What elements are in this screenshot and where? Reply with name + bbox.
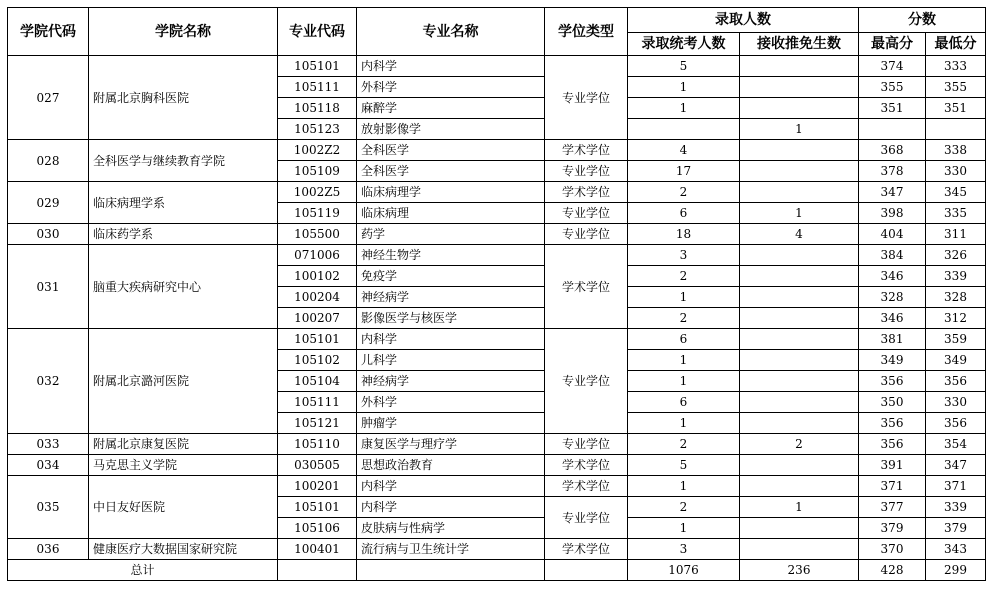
total-row	[8, 560, 986, 581]
score-max-cell: 328	[859, 287, 926, 308]
header-admitted-exam: 录取统考人数	[628, 33, 740, 56]
admitted-exam-cell: 1	[628, 287, 740, 308]
major-code-cell: 100201	[278, 476, 357, 497]
major-code-cell: 105104	[278, 371, 357, 392]
admitted-exam-cell: 5	[628, 56, 740, 77]
degree-type-cell: 专业学位	[545, 203, 628, 224]
major-code-cell: 105121	[278, 413, 357, 434]
score-min-cell: 333	[926, 56, 986, 77]
score-max-cell: 379	[859, 518, 926, 539]
score-max-cell: 374	[859, 56, 926, 77]
major-code-cell: 100207	[278, 308, 357, 329]
admitted-exam-cell: 6	[628, 329, 740, 350]
major-name-cell: 外科学	[357, 77, 545, 98]
admitted-recommended-cell	[740, 266, 859, 287]
major-name-cell: 临床病理	[357, 203, 545, 224]
admitted-recommended-cell	[740, 245, 859, 266]
major-name-cell: 麻醉学	[357, 98, 545, 119]
score-max-cell: 346	[859, 308, 926, 329]
admitted-exam-cell: 1	[628, 371, 740, 392]
major-name-cell: 肿瘤学	[357, 413, 545, 434]
admitted-recommended-cell	[740, 455, 859, 476]
major-code-cell: 105101	[278, 56, 357, 77]
admitted-recommended-cell	[740, 518, 859, 539]
college-code-cell: 033	[8, 434, 89, 455]
major-name-cell: 全科医学	[357, 161, 545, 182]
college-code-cell: 031	[8, 245, 89, 329]
major-name-cell: 皮肤病与性病学	[357, 518, 545, 539]
admitted-recommended-cell	[740, 287, 859, 308]
score-min-cell: 355	[926, 77, 986, 98]
college-name-cell: 健康医疗大数据国家研究院	[89, 539, 278, 560]
major-code-cell: 105110	[278, 434, 357, 455]
score-max-cell: 384	[859, 245, 926, 266]
score-min-cell: 345	[926, 182, 986, 203]
score-min-cell: 328	[926, 287, 986, 308]
degree-type-cell: 专业学位	[545, 329, 628, 434]
college-name-cell: 附属北京潞河医院	[89, 329, 278, 434]
admitted-recommended-cell: 4	[740, 224, 859, 245]
major-code-cell: 105101	[278, 497, 357, 518]
total-label-cell: 总计	[8, 560, 278, 581]
college-code-cell: 027	[8, 56, 89, 140]
degree-type-cell: 专业学位	[545, 224, 628, 245]
admitted-exam-cell: 6	[628, 392, 740, 413]
major-code-cell: 105101	[278, 329, 357, 350]
header-admitted-group: 录取人数	[628, 8, 859, 33]
degree-type-cell: 专业学位	[545, 497, 628, 539]
score-max-cell: 350	[859, 392, 926, 413]
major-name-cell: 免疫学	[357, 266, 545, 287]
major-name-cell: 思想政治教育	[357, 455, 545, 476]
score-max-cell: 378	[859, 161, 926, 182]
degree-type-cell: 学术学位	[545, 476, 628, 497]
college-name-cell: 中日友好医院	[89, 476, 278, 539]
total-admitted-exam-cell: 1076	[628, 560, 740, 581]
score-max-cell: 351	[859, 98, 926, 119]
admitted-exam-cell: 4	[628, 140, 740, 161]
score-max-cell: 368	[859, 140, 926, 161]
major-name-cell: 全科医学	[357, 140, 545, 161]
degree-type-cell: 学术学位	[545, 140, 628, 161]
major-name-cell: 内科学	[357, 497, 545, 518]
header-college-code: 学院代码	[8, 8, 89, 56]
score-max-cell: 355	[859, 77, 926, 98]
admitted-exam-cell: 18	[628, 224, 740, 245]
table-row	[8, 182, 986, 203]
header-major-code: 专业代码	[278, 8, 357, 56]
major-name-cell: 神经病学	[357, 287, 545, 308]
major-name-cell: 儿科学	[357, 350, 545, 371]
major-code-cell: 105109	[278, 161, 357, 182]
degree-type-cell: 专业学位	[545, 56, 628, 140]
major-code-cell: 105102	[278, 350, 357, 371]
major-name-cell: 康复医学与理疗学	[357, 434, 545, 455]
college-name-cell: 附属北京康复医院	[89, 434, 278, 455]
score-min-cell: 359	[926, 329, 986, 350]
degree-type-cell: 学术学位	[545, 245, 628, 329]
admitted-recommended-cell	[740, 413, 859, 434]
total-score-max-cell: 428	[859, 560, 926, 581]
table-row	[8, 140, 986, 161]
major-code-cell: 100204	[278, 287, 357, 308]
major-code-cell: 105119	[278, 203, 357, 224]
college-name-cell: 附属北京胸科医院	[89, 56, 278, 140]
major-name-cell: 神经病学	[357, 371, 545, 392]
admitted-recommended-cell	[740, 308, 859, 329]
major-name-cell: 药学	[357, 224, 545, 245]
header-major-name: 专业名称	[357, 8, 545, 56]
major-code-cell: 030505	[278, 455, 357, 476]
admitted-exam-cell: 1	[628, 98, 740, 119]
college-code-cell: 036	[8, 539, 89, 560]
admitted-exam-cell: 2	[628, 308, 740, 329]
major-code-cell: 1002Z5	[278, 182, 357, 203]
table-row	[8, 539, 986, 560]
score-max-cell: 377	[859, 497, 926, 518]
admitted-exam-cell: 1	[628, 77, 740, 98]
admitted-recommended-cell: 2	[740, 434, 859, 455]
major-code-cell: 105500	[278, 224, 357, 245]
college-code-cell: 028	[8, 140, 89, 182]
college-code-cell: 032	[8, 329, 89, 434]
admitted-recommended-cell	[740, 350, 859, 371]
score-max-cell: 370	[859, 539, 926, 560]
major-code-cell: 105111	[278, 77, 357, 98]
score-min-cell: 356	[926, 371, 986, 392]
total-degree-type-empty-cell	[545, 560, 628, 581]
admitted-exam-cell: 2	[628, 266, 740, 287]
score-min-cell: 354	[926, 434, 986, 455]
college-name-cell: 马克思主义学院	[89, 455, 278, 476]
table-row	[8, 329, 986, 350]
degree-type-cell: 专业学位	[545, 161, 628, 182]
admitted-exam-cell: 2	[628, 434, 740, 455]
admissions-table	[7, 7, 986, 581]
score-max-cell: 349	[859, 350, 926, 371]
score-max-cell: 356	[859, 371, 926, 392]
admitted-recommended-cell	[740, 161, 859, 182]
total-admitted-recommended-cell: 236	[740, 560, 859, 581]
header-college-name: 学院名称	[89, 8, 278, 56]
college-code-cell: 035	[8, 476, 89, 539]
degree-type-cell: 学术学位	[545, 539, 628, 560]
score-min-cell: 351	[926, 98, 986, 119]
total-major-code-empty-cell	[278, 560, 357, 581]
admitted-recommended-cell: 1	[740, 203, 859, 224]
admitted-exam-cell: 2	[628, 182, 740, 203]
score-min-cell: 371	[926, 476, 986, 497]
major-code-cell: 105111	[278, 392, 357, 413]
major-name-cell: 影像医学与核医学	[357, 308, 545, 329]
college-code-cell: 029	[8, 182, 89, 224]
table-row	[8, 245, 986, 266]
major-name-cell: 流行病与卫生统计学	[357, 539, 545, 560]
admitted-exam-cell: 1	[628, 413, 740, 434]
admitted-recommended-cell	[740, 392, 859, 413]
score-min-cell: 339	[926, 266, 986, 287]
admitted-exam-cell: 1	[628, 350, 740, 371]
score-max-cell: 347	[859, 182, 926, 203]
major-name-cell: 临床病理学	[357, 182, 545, 203]
header-score-min: 最低分	[926, 33, 986, 56]
major-name-cell: 神经生物学	[357, 245, 545, 266]
admitted-recommended-cell	[740, 56, 859, 77]
admitted-recommended-cell	[740, 371, 859, 392]
score-max-cell: 346	[859, 266, 926, 287]
score-min-cell: 311	[926, 224, 986, 245]
major-code-cell: 100102	[278, 266, 357, 287]
score-max-cell: 391	[859, 455, 926, 476]
college-name-cell: 临床药学系	[89, 224, 278, 245]
header-degree-type: 学位类型	[545, 8, 628, 56]
score-max-cell: 356	[859, 434, 926, 455]
major-code-cell: 071006	[278, 245, 357, 266]
table-row	[8, 476, 986, 497]
score-min-cell: 347	[926, 455, 986, 476]
admitted-recommended-cell	[740, 539, 859, 560]
score-max-cell: 371	[859, 476, 926, 497]
total-score-min-cell: 299	[926, 560, 986, 581]
total-major-name-empty-cell	[357, 560, 545, 581]
table-row	[8, 224, 986, 245]
college-code-cell: 030	[8, 224, 89, 245]
admitted-recommended-cell	[740, 182, 859, 203]
score-min-cell: 349	[926, 350, 986, 371]
score-min-cell: 326	[926, 245, 986, 266]
score-max-cell: 398	[859, 203, 926, 224]
major-name-cell: 内科学	[357, 476, 545, 497]
header-admitted-recommended: 接收推免生数	[740, 33, 859, 56]
score-min-cell: 379	[926, 518, 986, 539]
college-name-cell: 临床病理学系	[89, 182, 278, 224]
admitted-exam-cell: 2	[628, 497, 740, 518]
admitted-exam-cell: 17	[628, 161, 740, 182]
table-row	[8, 434, 986, 455]
major-name-cell: 内科学	[357, 56, 545, 77]
admitted-exam-cell: 6	[628, 203, 740, 224]
admitted-exam-cell: 5	[628, 455, 740, 476]
score-min-cell: 343	[926, 539, 986, 560]
score-min-cell: 335	[926, 203, 986, 224]
college-code-cell: 034	[8, 455, 89, 476]
table-header	[8, 8, 986, 56]
admitted-recommended-cell	[740, 98, 859, 119]
major-name-cell: 放射影像学	[357, 119, 545, 140]
major-code-cell: 105106	[278, 518, 357, 539]
score-min-cell: 339	[926, 497, 986, 518]
admitted-recommended-cell	[740, 140, 859, 161]
major-name-cell: 内科学	[357, 329, 545, 350]
admitted-recommended-cell: 1	[740, 119, 859, 140]
college-name-cell: 脑重大疾病研究中心	[89, 245, 278, 329]
degree-type-cell: 专业学位	[545, 434, 628, 455]
table-row	[8, 56, 986, 77]
major-code-cell: 105118	[278, 98, 357, 119]
admitted-exam-cell: 1	[628, 518, 740, 539]
degree-type-cell: 学术学位	[545, 182, 628, 203]
admitted-exam-cell: 3	[628, 245, 740, 266]
degree-type-cell: 学术学位	[545, 455, 628, 476]
table-row	[8, 455, 986, 476]
major-code-cell: 1002Z2	[278, 140, 357, 161]
score-max-cell: 381	[859, 329, 926, 350]
admitted-exam-cell: 3	[628, 539, 740, 560]
table-body	[8, 56, 986, 581]
score-min-cell: 312	[926, 308, 986, 329]
major-code-cell: 105123	[278, 119, 357, 140]
score-min-cell: 356	[926, 413, 986, 434]
score-min-cell	[926, 119, 986, 140]
college-name-cell: 全科医学与继续教育学院	[89, 140, 278, 182]
admitted-recommended-cell	[740, 77, 859, 98]
admitted-exam-cell	[628, 119, 740, 140]
score-min-cell: 330	[926, 161, 986, 182]
score-min-cell: 338	[926, 140, 986, 161]
score-min-cell: 330	[926, 392, 986, 413]
admitted-recommended-cell	[740, 476, 859, 497]
score-max-cell: 356	[859, 413, 926, 434]
major-code-cell: 100401	[278, 539, 357, 560]
admitted-exam-cell: 1	[628, 476, 740, 497]
score-max-cell	[859, 119, 926, 140]
header-score-max: 最高分	[859, 33, 926, 56]
major-name-cell: 外科学	[357, 392, 545, 413]
header-score-group: 分数	[859, 8, 986, 33]
admitted-recommended-cell: 1	[740, 497, 859, 518]
score-max-cell: 404	[859, 224, 926, 245]
admitted-recommended-cell	[740, 329, 859, 350]
